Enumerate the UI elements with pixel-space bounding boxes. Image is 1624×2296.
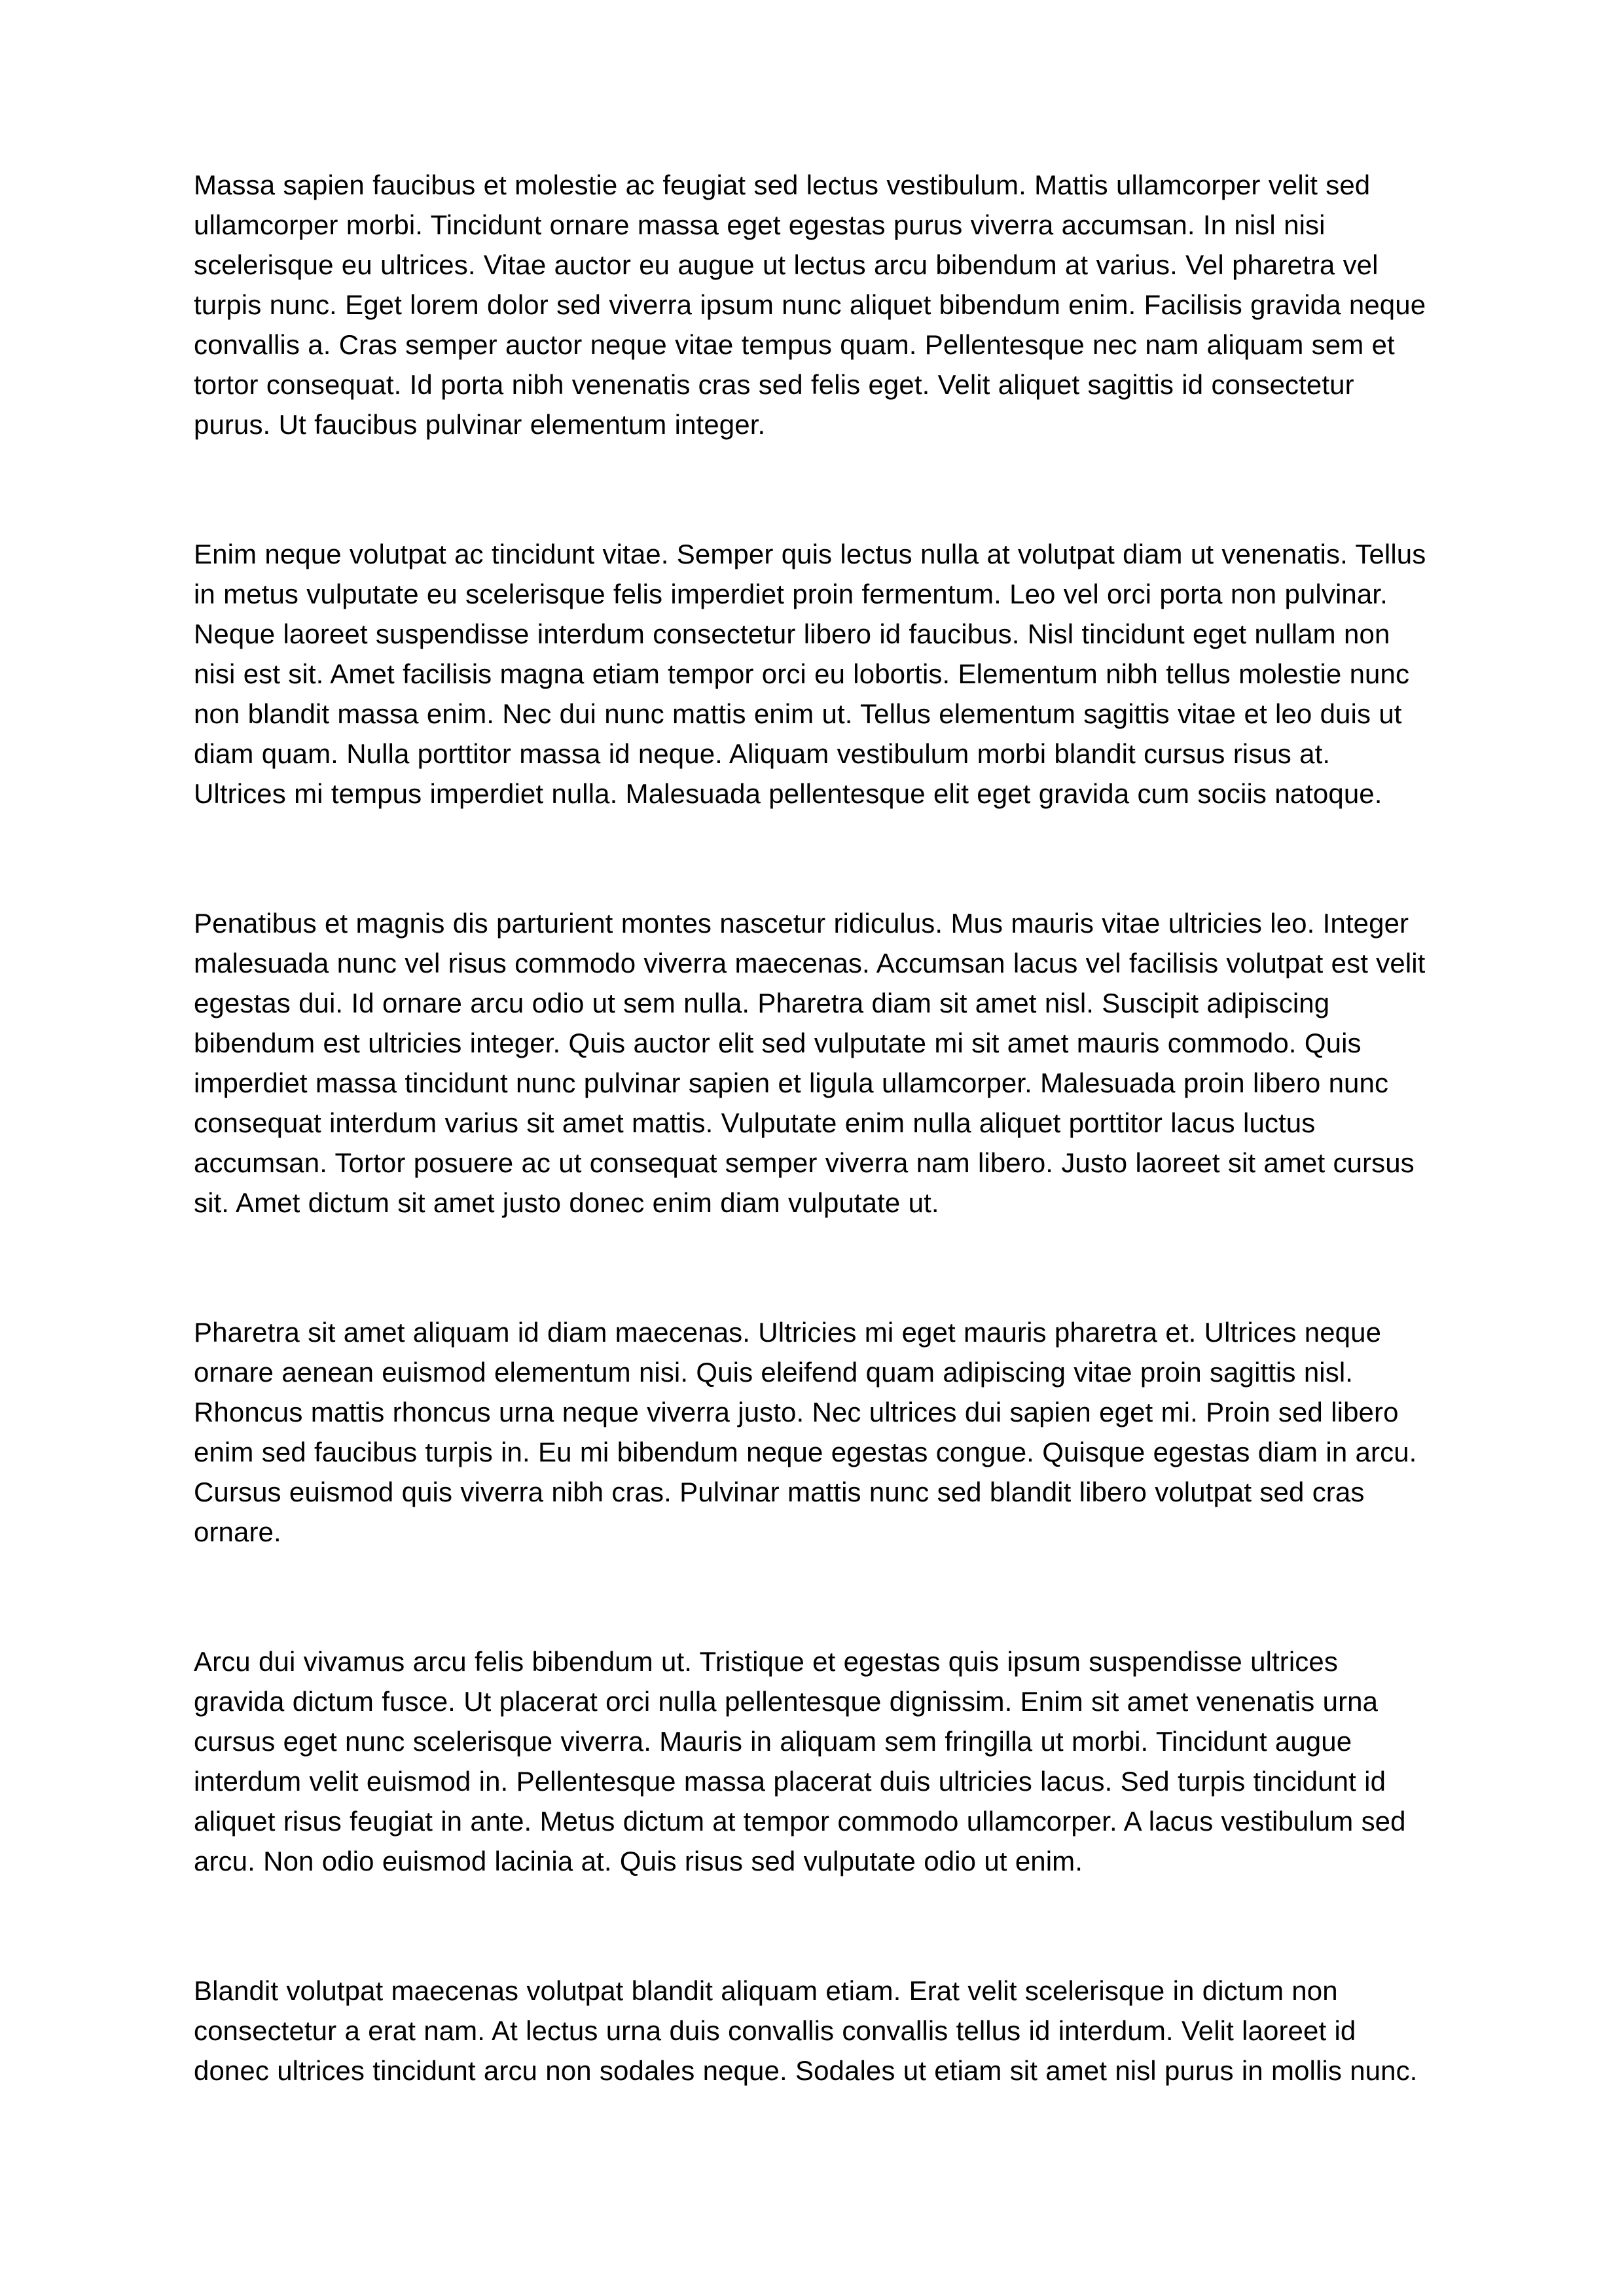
paragraph: Massa sapien faucibus et molestie ac feugiat sed lectus vestibulum. Mattis ullamcorper velit sed ullamcorper morbi. Tincidunt ornare massa eget egestas purus viverra accumsan. In nisl nisi scelerisque eu ultrices. Vitae auctor eu augue ut lectus arcu bibendum at varius. Vel pharetra vel turpis nunc. Eget lorem dolor sed viverra ipsum nunc aliquet bibendum enim. Facilisis gravida neque convallis a. Cras semper auctor neque vitae tempus quam. Pellentesque nec nam aliquam sem et tortor consequat. Id porta nibh venenatis cras sed felis eget. Velit aliquet sagittis id consectetur purus. Ut faucibus pulvinar elementum integer.: [194, 170, 1426, 440]
paragraph: Pharetra sit amet aliquam id diam maecenas. Ultricies mi eget mauris pharetra et. Ultrices neque ornare aenean euismod elementum nisi. Quis eleifend quam adipiscing vitae proin sagittis nisl. Rhoncus mattis rhoncus urna neque viverra justo. Nec ultrices dui sapien eget mi. Proin sed libero enim sed faucibus turpis in. Eu mi bibendum neque egestas congue. Quisque egestas diam in arcu. Cursus euismod quis viverra nibh cras. Pulvinar mattis nunc sed blandit libero volutpat sed cras ornare.: [194, 1317, 1417, 1547]
paragraph: Penatibus et magnis dis parturient montes nascetur ridiculus. Mus mauris vitae ultricies leo. Integer malesuada nunc vel risus commodo viverra maecenas. Accumsan lacus vel facilisis volutpat est velit egestas dui. Id ornare arcu odio ut sem nulla. Pharetra diam sit amet nisl. Suscipit adipiscing bibendum est ultricies integer. Quis auctor elit sed vulputate mi sit amet mauris commodo. Quis imperdiet massa tincidunt nunc pulvinar sapien et ligula ullamcorper. Malesuada proin libero nunc consequat interdum varius sit amet mattis. Vulputate enim nulla aliquet porttitor lacus luctus accumsan. Tortor posuere ac ut consequat semper viverra nam libero. Justo laoreet sit amet cursus sit. Amet dictum sit amet justo donec enim diam vulputate ut.: [194, 908, 1426, 1218]
paragraph: Enim neque volutpat ac tincidunt vitae. Semper quis lectus nulla at volutpat diam ut venenatis. Tellus in metus vulputate eu scelerisque felis imperdiet proin fermentum. Leo vel orci porta non pulvinar. Neque laoreet suspendisse interdum consectetur libero id faucibus. Nisl tincidunt eget nullam non nisi est sit. Amet facilisis magna etiam tempor orci eu lobortis. Elementum nibh tellus molestie nunc non blandit massa enim. Nec dui nunc mattis enim ut. Tellus elementum sagittis vitae et leo duis ut diam quam. Nulla porttitor massa id neque. Aliquam vestibulum morbi blandit cursus risus at. Ultrices mi tempus imperdiet nulla. Malesuada pellentesque elit eget gravida cum sociis natoque.: [194, 539, 1426, 809]
paragraph: Arcu dui vivamus arcu felis bibendum ut. Tristique et egestas quis ipsum suspendisse ultrices gravida dictum fusce. Ut placerat orci nulla pellentesque dignissim. Enim sit amet venenatis urna cursus eget nunc scelerisque viverra. Mauris in aliquam sem fringilla ut morbi. Tincidunt augue interdum velit euismod in. Pellentesque massa placerat duis ultricies lacus. Sed turpis tincidunt id aliquet risus feugiat in ante. Metus dictum at tempor commodo ullamcorper. A lacus vestibulum sed arcu. Non odio euismod lacinia at. Quis risus sed vulputate odio ut enim.: [194, 1646, 1406, 1876]
page-content: [194, 165, 1428, 2090]
paragraph: Blandit volutpat maecenas volutpat blandit aliquam etiam. Erat velit scelerisque in dictum non consectetur a erat nam. At lectus urna duis convallis convallis tellus id interdum. Velit laoreet id donec ultrices tincidunt arcu non sodales neque. Sodales ut etiam sit amet nisl purus in mollis nunc.: [194, 1975, 1418, 2086]
